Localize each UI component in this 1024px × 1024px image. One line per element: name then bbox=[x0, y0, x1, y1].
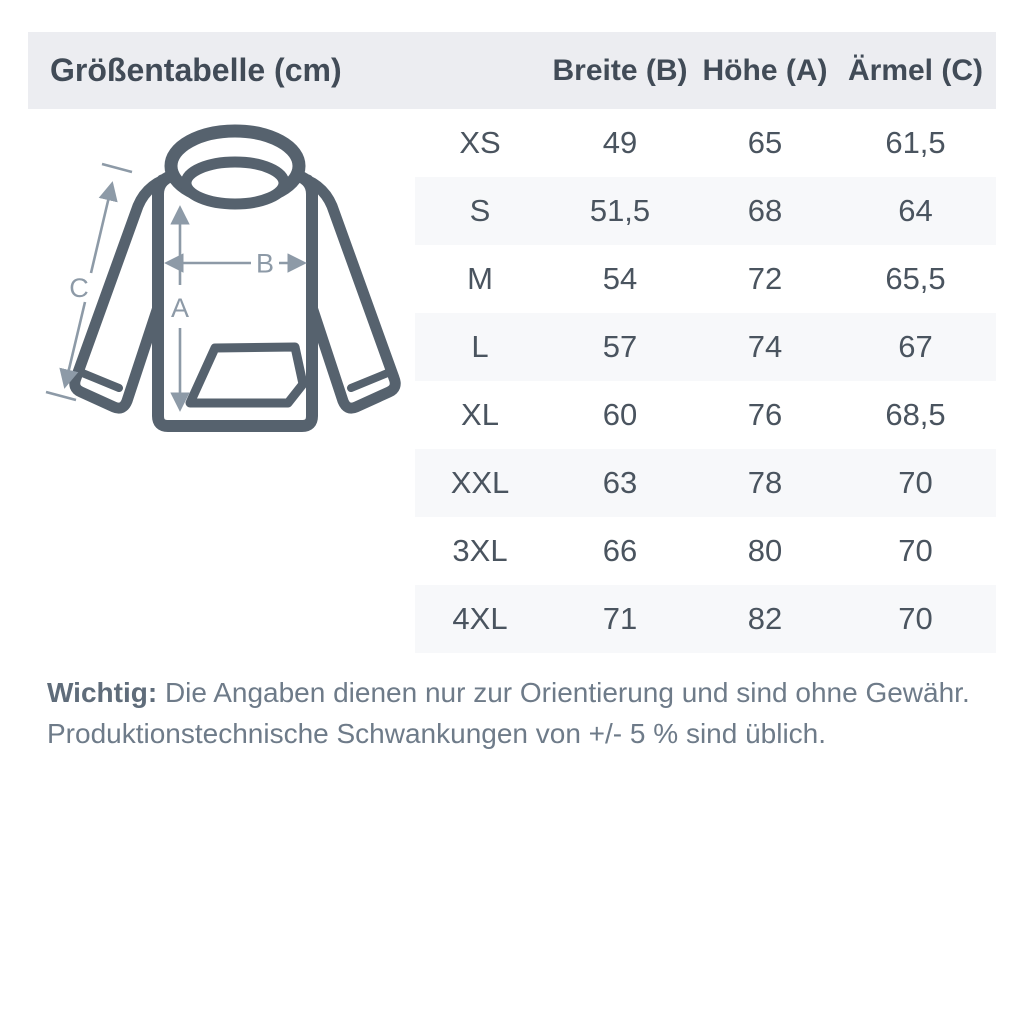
hoehe-cell: 74 bbox=[747, 329, 783, 364]
breite-cell: 60 bbox=[602, 397, 638, 432]
aermel-cell: 70 bbox=[898, 465, 933, 500]
disclaimer-bold-prefix: Wichtig: bbox=[47, 677, 158, 708]
disclaimer-note bbox=[47, 672, 977, 754]
breite-cell: 71 bbox=[602, 601, 638, 636]
aermel-cell: 70 bbox=[898, 533, 933, 568]
hoehe-cell: 65 bbox=[747, 125, 783, 160]
size-cell: 4XL bbox=[452, 601, 508, 636]
table-row bbox=[415, 313, 996, 381]
table-row bbox=[415, 449, 996, 517]
hoehe-cell: 80 bbox=[747, 533, 783, 568]
aermel-cell: 65,5 bbox=[885, 261, 946, 296]
measure-label-a: A bbox=[170, 293, 190, 323]
hoodie-measurement-diagram bbox=[22, 120, 422, 470]
table-row bbox=[415, 177, 996, 245]
column-header-aermel: Ärmel (C) bbox=[847, 53, 983, 87]
breite-cell: 63 bbox=[602, 465, 638, 500]
disclaimer-line2: Produktionstechnische Schwankungen von +/- 5 % sind üblich. bbox=[47, 718, 827, 749]
column-header-breite: Breite (B) bbox=[552, 53, 688, 87]
table-row bbox=[415, 245, 996, 313]
size-cell: S bbox=[469, 193, 491, 228]
size-cell: M bbox=[467, 261, 493, 296]
size-cell: XXL bbox=[450, 465, 510, 500]
hoehe-cell: 82 bbox=[747, 601, 783, 636]
hoehe-cell: 72 bbox=[747, 261, 783, 296]
hoodie-pocket bbox=[190, 347, 303, 403]
breite-cell: 49 bbox=[602, 125, 638, 160]
measure-label-b: B bbox=[255, 248, 275, 279]
hoehe-cell: 78 bbox=[747, 465, 783, 500]
table-row bbox=[415, 109, 996, 177]
size-cell: L bbox=[471, 329, 489, 364]
aermel-cell: 61,5 bbox=[885, 125, 946, 160]
aermel-cell: 67 bbox=[898, 329, 933, 364]
breite-cell: 66 bbox=[602, 533, 638, 568]
hoehe-cell: 68 bbox=[747, 193, 783, 228]
breite-cell: 57 bbox=[602, 329, 638, 364]
size-cell: XL bbox=[461, 397, 499, 432]
size-cell: 3XL bbox=[452, 533, 508, 568]
aermel-cell: 64 bbox=[898, 193, 933, 228]
table-row bbox=[415, 517, 996, 585]
disclaimer-line1: Die Angaben dienen nur zur Orientierung und sind ohne Gewähr. bbox=[157, 677, 970, 708]
breite-cell: 54 bbox=[602, 261, 638, 296]
table-header bbox=[28, 32, 996, 109]
aermel-cell: 68,5 bbox=[885, 397, 946, 432]
aermel-cell: 70 bbox=[898, 601, 933, 636]
breite-cell: 51,5 bbox=[589, 193, 651, 228]
hoehe-cell: 76 bbox=[747, 397, 783, 432]
column-header-hoehe: Höhe (A) bbox=[702, 53, 828, 87]
size-cell: XS bbox=[459, 125, 501, 160]
hoodie-collar bbox=[186, 162, 284, 204]
table-row bbox=[415, 381, 996, 449]
page-title: Größentabelle (cm) bbox=[50, 52, 342, 88]
size-table bbox=[415, 109, 996, 653]
table-row bbox=[415, 585, 996, 653]
measure-label-c: C bbox=[69, 273, 89, 303]
